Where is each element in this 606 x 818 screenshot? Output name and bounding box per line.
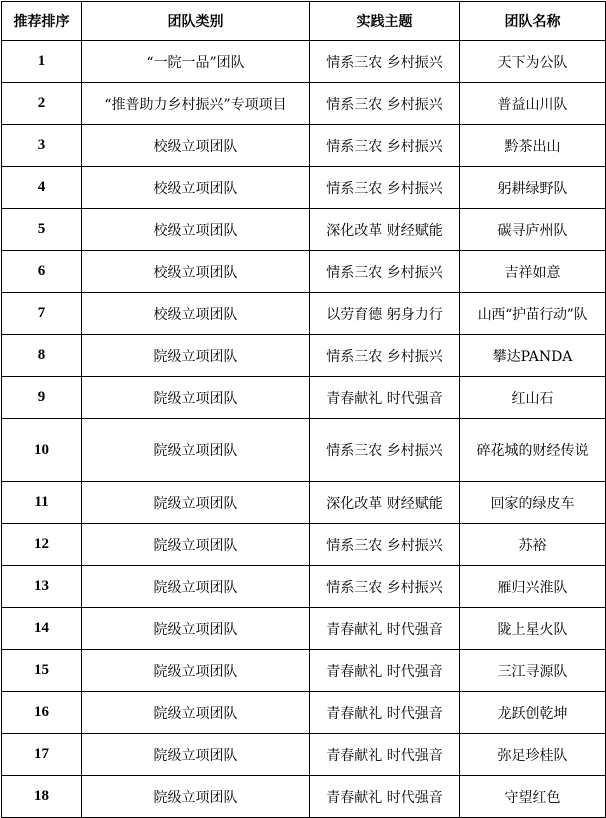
cell-category: 校级立项团队 [82, 209, 310, 251]
cell-theme: 情系三农 乡村振兴 [310, 335, 460, 377]
cell-rank: 4 [2, 167, 82, 209]
table-row [2, 125, 606, 167]
table-row [2, 377, 606, 419]
table-row [2, 776, 606, 818]
cell-category: 院级立项团队 [82, 692, 310, 734]
cell-rank: 3 [2, 125, 82, 167]
cell-rank: 15 [2, 650, 82, 692]
cell-team-name: 守望红色 [460, 776, 606, 818]
table-row [2, 650, 606, 692]
cell-theme: 情系三农 乡村振兴 [310, 83, 460, 125]
cell-rank: 2 [2, 83, 82, 125]
cell-team-name: 陇上星火队 [460, 608, 606, 650]
table-row [2, 482, 606, 524]
cell-rank: 9 [2, 377, 82, 419]
cell-category: 校级立项团队 [82, 125, 310, 167]
cell-theme: 情系三农 乡村振兴 [310, 41, 460, 83]
header-row [2, 2, 606, 41]
cell-theme: 青春献礼 时代强音 [310, 776, 460, 818]
cell-category: 院级立项团队 [82, 377, 310, 419]
cell-theme: 青春献礼 时代强音 [310, 608, 460, 650]
cell-rank: 1 [2, 41, 82, 83]
cell-team-name: 雁归兴淮队 [460, 566, 606, 608]
cell-category: 院级立项团队 [82, 482, 310, 524]
table-row [2, 83, 606, 125]
cell-category: 院级立项团队 [82, 734, 310, 776]
cell-team-name: 回家的绿皮车 [460, 482, 606, 524]
cell-rank: 5 [2, 209, 82, 251]
cell-category: 院级立项团队 [82, 419, 310, 482]
cell-team-name: 龙跃创乾坤 [460, 692, 606, 734]
cell-theme: 青春献礼 时代强音 [310, 377, 460, 419]
cell-category: 院级立项团队 [82, 650, 310, 692]
table-row [2, 41, 606, 83]
table-row [2, 608, 606, 650]
cell-team-name: 红山石 [460, 377, 606, 419]
cell-category: 校级立项团队 [82, 167, 310, 209]
cell-team-name: 攀达PANDA [460, 335, 606, 377]
table-row [2, 566, 606, 608]
cell-rank: 6 [2, 251, 82, 293]
cell-rank: 18 [2, 776, 82, 818]
cell-team-name: 山西“护苗行动”队 [460, 293, 606, 335]
cell-category: 院级立项团队 [82, 524, 310, 566]
cell-team-name: 苏裕 [460, 524, 606, 566]
table-row [2, 209, 606, 251]
cell-theme: 情系三农 乡村振兴 [310, 167, 460, 209]
cell-rank: 13 [2, 566, 82, 608]
header-rank: 推荐排序 [2, 2, 82, 41]
cell-theme: 情系三农 乡村振兴 [310, 125, 460, 167]
table-row [2, 293, 606, 335]
cell-rank: 7 [2, 293, 82, 335]
cell-team-name: 三江寻源队 [460, 650, 606, 692]
cell-theme: 青春献礼 时代强音 [310, 734, 460, 776]
cell-theme: 深化改革 财经赋能 [310, 482, 460, 524]
cell-category: 院级立项团队 [82, 335, 310, 377]
cell-category: 院级立项团队 [82, 608, 310, 650]
cell-team-name: 弥足珍桂队 [460, 734, 606, 776]
cell-theme: 情系三农 乡村振兴 [310, 419, 460, 482]
cell-theme: 情系三农 乡村振兴 [310, 566, 460, 608]
cell-category: 院级立项团队 [82, 566, 310, 608]
cell-team-name: 黔茶出山 [460, 125, 606, 167]
table-row [2, 167, 606, 209]
header-name: 团队名称 [460, 2, 606, 41]
header-category: 团队类别 [82, 2, 310, 41]
cell-rank: 11 [2, 482, 82, 524]
table-row [2, 524, 606, 566]
cell-category: 校级立项团队 [82, 293, 310, 335]
cell-theme: 深化改革 财经赋能 [310, 209, 460, 251]
cell-theme: 青春献礼 时代强音 [310, 692, 460, 734]
cell-theme: 青春献礼 时代强音 [310, 650, 460, 692]
table-row [2, 692, 606, 734]
cell-team-name: 普益山川队 [460, 83, 606, 125]
cell-rank: 14 [2, 608, 82, 650]
table-row [2, 251, 606, 293]
cell-rank: 12 [2, 524, 82, 566]
cell-team-name: 碎花城的财经传说 [460, 419, 606, 482]
cell-theme: 情系三农 乡村振兴 [310, 251, 460, 293]
header-theme: 实践主题 [310, 2, 460, 41]
cell-category: 院级立项团队 [82, 776, 310, 818]
cell-rank: 17 [2, 734, 82, 776]
team-ranking-table [1, 1, 606, 818]
table-row [2, 335, 606, 377]
cell-team-name: 碳寻庐州队 [460, 209, 606, 251]
cell-rank: 8 [2, 335, 82, 377]
table-row [2, 419, 606, 482]
cell-theme: 以劳育德 躬身力行 [310, 293, 460, 335]
cell-theme: 情系三农 乡村振兴 [310, 524, 460, 566]
cell-category: “一院一品”团队 [82, 41, 310, 83]
cell-team-name: 天下为公队 [460, 41, 606, 83]
cell-rank: 10 [2, 419, 82, 482]
cell-rank: 16 [2, 692, 82, 734]
cell-team-name: 躬耕绿野队 [460, 167, 606, 209]
cell-category: “推普助力乡村振兴”专项项目 [82, 83, 310, 125]
table-row [2, 734, 606, 776]
cell-team-name: 吉祥如意 [460, 251, 606, 293]
cell-category: 校级立项团队 [82, 251, 310, 293]
